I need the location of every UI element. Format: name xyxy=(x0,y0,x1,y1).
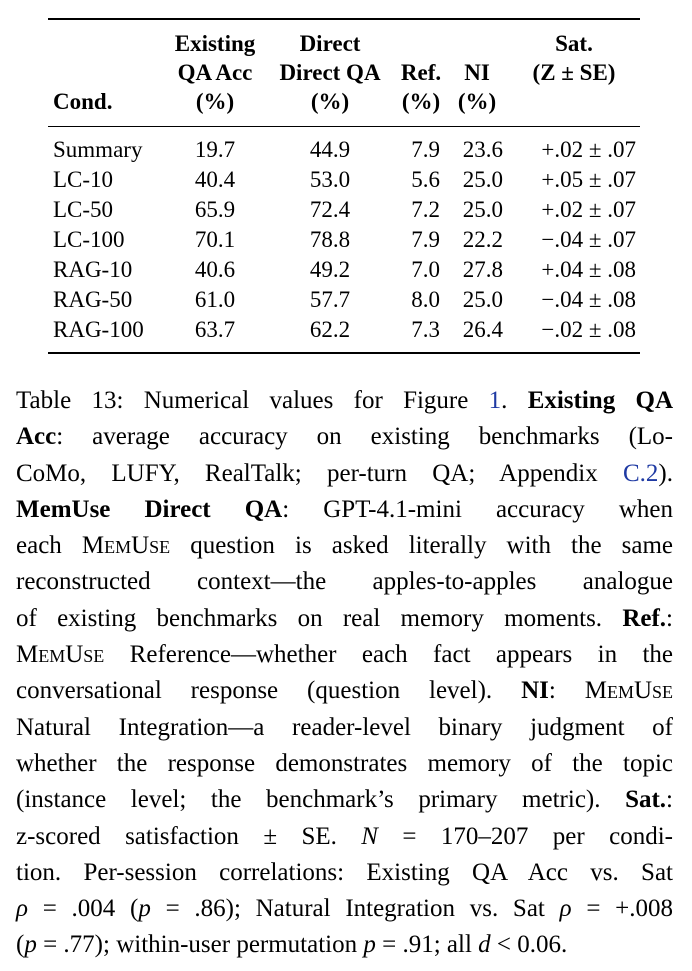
ref-cell: 7.3 xyxy=(411,317,440,342)
caption-line: (instance level; the benchmark’s primary metric). Sat.: xyxy=(16,786,673,814)
caption-line: conversational response (question level). NI: MemUse xyxy=(16,677,674,705)
direct-cell: 57.7 xyxy=(309,287,351,312)
header-existing-qa-acc: Existing QA Acc (%) xyxy=(174,31,256,114)
cond-cell: LC-100 xyxy=(53,227,125,252)
table-caption xyxy=(16,383,673,964)
table-row xyxy=(48,285,640,315)
existing-cell: 19.7 xyxy=(194,137,236,162)
sat-cell: +.04 ± .08 xyxy=(541,257,636,282)
header-direct-qa: Direct Direct QA (%) xyxy=(279,31,381,114)
sat-cell: −.04 ± .07 xyxy=(541,227,636,252)
existing-cell: 70.1 xyxy=(194,227,236,252)
direct-cell: 49.2 xyxy=(309,257,351,282)
ni-cell: 25.0 xyxy=(462,167,503,192)
direct-cell: 44.9 xyxy=(309,137,351,162)
direct-cell: 78.8 xyxy=(309,227,351,252)
table-row xyxy=(48,195,640,225)
table-row xyxy=(48,165,640,195)
direct-cell: 62.2 xyxy=(309,317,351,342)
sat-cell: +.02 ± .07 xyxy=(541,137,636,162)
ref-cell: 8.0 xyxy=(411,287,440,312)
cond-cell: LC-10 xyxy=(53,167,114,192)
results-table xyxy=(48,18,640,355)
direct-cell: 53.0 xyxy=(309,167,351,192)
direct-cell: 72.4 xyxy=(309,197,351,222)
table-row xyxy=(48,255,640,285)
existing-cell: 40.6 xyxy=(194,257,236,282)
header-cond: Cond. xyxy=(53,89,113,114)
table-row xyxy=(48,135,640,165)
ni-cell: 25.0 xyxy=(462,197,503,222)
sat-cell: +.02 ± .07 xyxy=(541,197,636,222)
caption-line: ρ = .004 (p = .86); Natural Integration vs. Sat ρ = +.008 xyxy=(16,895,673,923)
existing-cell: 63.7 xyxy=(194,317,236,342)
caption-line: tion. Per-session correlations: Existing QA Acc vs. Sat xyxy=(16,858,673,886)
sat-cell: −.02 ± .08 xyxy=(541,317,636,342)
caption-line: z-scored satisfaction ± SE. N = 170–207 per condi- xyxy=(16,822,673,850)
header-sat: Sat. (Z ± SE) xyxy=(532,31,616,85)
cond-cell: RAG-10 xyxy=(53,257,133,282)
caption-line: whether the response demonstrates memory of the topic xyxy=(16,749,673,777)
ni-cell: 27.8 xyxy=(462,257,503,282)
caption-line: Table 13: Numerical values for Figure 1. Existing QA xyxy=(16,387,674,414)
ref-cell: 7.2 xyxy=(411,197,440,222)
caption-line: Acc: average accuracy on existing benchmarks (Lo- xyxy=(16,423,673,451)
ref-cell: 7.0 xyxy=(411,257,440,282)
caption-line: each MemUse question is asked literally with the same xyxy=(16,532,673,560)
cond-cell: Summary xyxy=(53,137,143,162)
ni-cell: 26.4 xyxy=(462,317,503,342)
ni-cell: 25.0 xyxy=(462,287,503,312)
caption-line: MemUse Direct QA: GPT-4.1-mini accuracy when xyxy=(16,495,673,523)
cond-cell: LC-50 xyxy=(53,197,114,222)
sat-cell: +.05 ± .07 xyxy=(541,167,636,192)
table-top-rule xyxy=(48,18,640,20)
ni-cell: 22.2 xyxy=(462,227,503,252)
figure-link[interactable]: 1 xyxy=(488,387,502,414)
table-header-rule xyxy=(48,126,640,127)
existing-cell: 40.4 xyxy=(194,167,236,192)
table-bottom-rule xyxy=(48,352,640,354)
appendix-link[interactable]: C.2 xyxy=(622,459,659,487)
cond-cell: RAG-100 xyxy=(53,317,144,342)
header-ref: Ref. (%) xyxy=(400,60,442,114)
caption-line: MemUse Reference—whether each fact appears in the xyxy=(16,641,673,669)
ni-cell: 23.6 xyxy=(462,137,503,162)
ref-cell: 5.6 xyxy=(411,167,440,192)
header-ni: NI (%) xyxy=(457,60,497,114)
existing-cell: 65.9 xyxy=(194,197,236,222)
caption-line: of existing benchmarks on real memory moments. Ref.: xyxy=(16,604,673,632)
caption-line: (p = .77); within-user permutation p = .91; all d < 0.06. xyxy=(16,931,568,959)
existing-cell: 61.0 xyxy=(194,287,236,312)
caption-line: Natural Integration—a reader-level binary judgment of xyxy=(16,713,673,741)
ref-cell: 7.9 xyxy=(411,227,440,252)
caption-line: CoMo, LUFY, RealTalk; per-turn QA; Appendix C.2). xyxy=(16,459,673,487)
caption-line: reconstructed context—the apples-to-apples analogue xyxy=(16,568,673,596)
cond-cell: RAG-50 xyxy=(53,287,133,312)
table-row xyxy=(48,315,640,345)
sat-cell: −.04 ± .08 xyxy=(541,287,636,312)
table-row xyxy=(48,225,640,255)
ref-cell: 7.9 xyxy=(411,137,440,162)
